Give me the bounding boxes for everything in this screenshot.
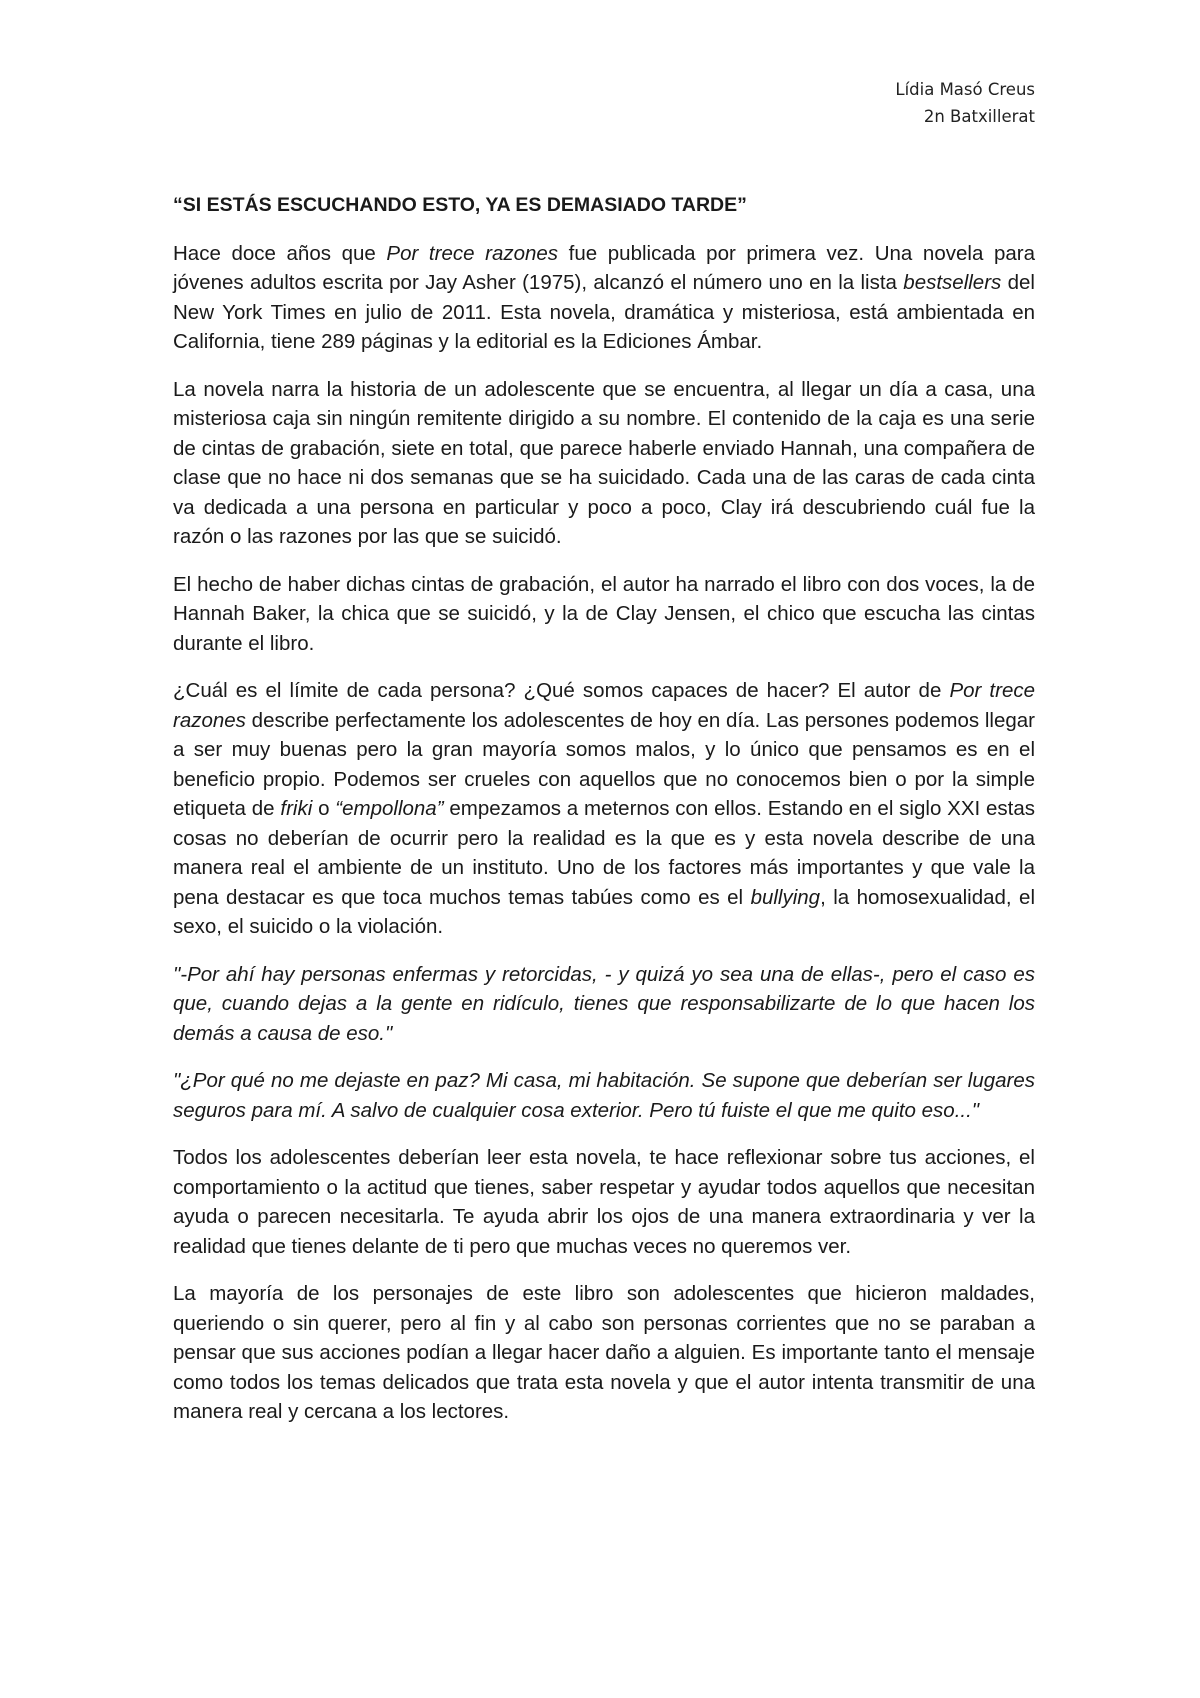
- text-segment: describe perfectamente los adolescentes de hoy en día. Las persones podemos llegar a ser muy buenas pero la gran mayoría somos malos, y lo único que pensamos es en el beneficio propio. Podemos ser crueles con aquellos que no conocemos bien o por la simple etiqueta de: [173, 708, 1035, 820]
- paragraph-list: [173, 239, 1035, 1427]
- body-paragraph: [173, 375, 1035, 552]
- text-segment: Todos los adolescentes deberían leer esta novela, te hace reflexionar sobre tus acciones, el comportamiento o la actitud que tienes, saber respetar y ayudar todos aquellos que necesitan ayuda o parecen necesitarla. Te ayuda abrir los ojos de una manera extraordinaria y ver la realidad que tienes delante de ti pero que muchas veces no queremos ver.: [173, 1146, 1035, 1258]
- text-segment: fue publicada por primera vez. Una novela para jóvenes adultos escrita por Jay Asher (1975), alcanzó el número uno en la lista: [173, 241, 1035, 294]
- text-segment: La novela narra la historia de un adolescente que se encuentra, al llegar un día a casa, una misteriosa caja sin ningún remitente dirigido a su nombre. El contenido de la caja es una serie de cintas de grabación, siete en total, que parece haberle enviado Hannah, una compañera de clase que no hace ni dos semanas que se ha suicidado. Cada una de las caras de cada cinta va dedicada a una persona en particular y poco a poco, Clay irá descubriendo cuál fue la razón o las razones por las que se suicidó.: [173, 377, 1035, 548]
- body-paragraph: [173, 960, 1035, 1049]
- author-name: Lídia Masó Creus: [895, 80, 1035, 99]
- italic-text: Por trece razones: [386, 241, 559, 265]
- text-segment: empezamos a meternos con ellos. Estando en el siglo XXI estas cosas no deberían de ocurrir pero la realidad es la que es y esta novela describe de una manera real el ambiente de un instituto. Uno de los factores más importantes y que vale la pena destacar es que toca muchos temas tabúes como es el: [173, 797, 1035, 909]
- text-segment: La mayoría de los personajes de este libro son adolescentes que hicieron maldades, queriendo o sin querer, pero al fin y al cabo son personas corrientes que no se paraban a pensar que sus acciones podían a llegar hacer daño a alguien. Es importante tanto el mensaje como todos los temas delicados que trata esta novela y que el autor intenta transmitir de una manera real y cercana a los lectores.: [173, 1282, 1035, 1423]
- italic-text: "¿Por qué no me dejaste en paz? Mi casa, mi habitación. Se supone que deberían ser lugares seguros para mí. A salvo de cualquier cosa exterior. Pero tú fuiste el que me quito eso...": [173, 1069, 1035, 1122]
- body-paragraph: [173, 570, 1035, 659]
- body-paragraph: [173, 1279, 1035, 1427]
- document-title: “SI ESTÁS ESCUCHANDO ESTO, YA ES DEMASIADO TARDE”: [173, 194, 747, 216]
- italic-text: bullying: [750, 885, 821, 909]
- document-header: [895, 76, 1035, 130]
- body-paragraph: [173, 1143, 1035, 1261]
- text-segment: , la homosexualidad, el sexo, el suicido o la violación.: [173, 885, 1036, 938]
- italic-text: Por trece razones: [173, 679, 1036, 732]
- body-paragraph: [173, 1066, 1035, 1125]
- italic-text: bestsellers: [903, 271, 1002, 294]
- italic-text: "-Por ahí hay personas enfermas y retorcidas, - y quizá yo sea una de ellas-, pero el caso es que, cuando dejas a la gente en ridículo, tienes que responsabilizarte de lo que hacen los demás a causa de eso.": [173, 962, 1035, 1045]
- text-segment: Hace doce años que: [173, 241, 387, 265]
- document-body: [173, 191, 1035, 1445]
- body-paragraph: [173, 239, 1035, 357]
- text-segment: El hecho de haber dichas cintas de grabación, el autor ha narrado el libro con dos voces, la de Hannah Baker, la chica que se suicidó, y la de Clay Jensen, el chico que escucha las cintas durante el libro.: [173, 572, 1035, 655]
- text-segment: o: [312, 797, 336, 820]
- italic-text: friki: [280, 797, 313, 820]
- text-segment: del New York Times en julio de 2011. Esta novela, dramática y misteriosa, está ambientada en California, tiene 289 páginas y la editorial es la Ediciones Ámbar.: [173, 271, 1035, 353]
- text-segment: ¿Cuál es el límite de cada persona? ¿Qué somos capaces de hacer? El autor de: [173, 679, 950, 702]
- body-paragraph: [173, 676, 1035, 942]
- course-label: 2n Batxillerat: [923, 107, 1035, 126]
- italic-text: “empollona”: [335, 797, 444, 820]
